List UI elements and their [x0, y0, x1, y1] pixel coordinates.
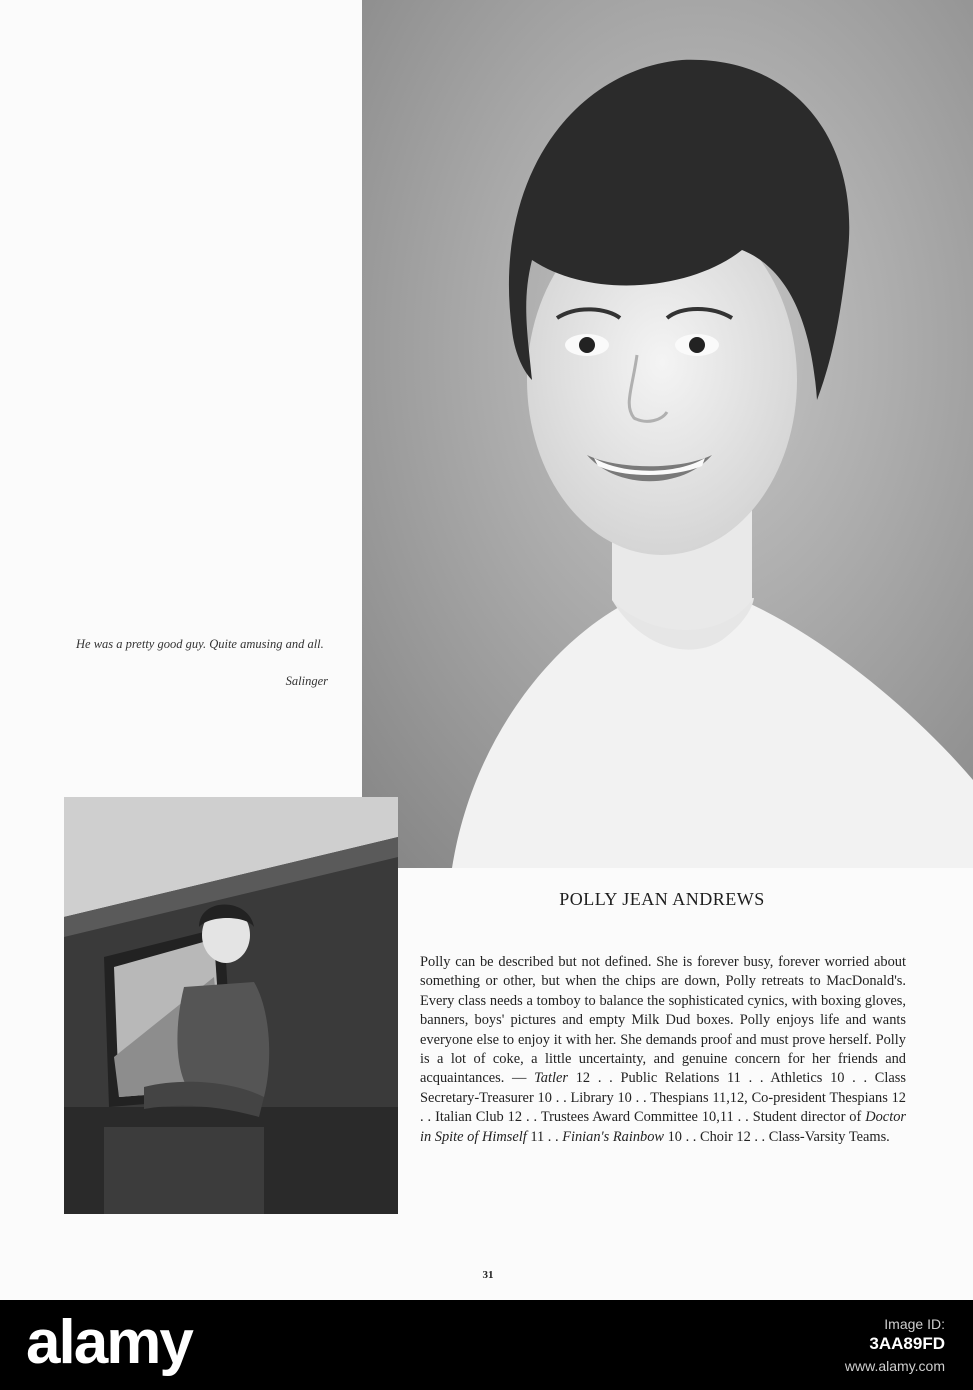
image-id: 3AA89FD [869, 1334, 945, 1353]
page-number: 31 [482, 1269, 494, 1281]
bio-tatler: Tatler [534, 1070, 568, 1087]
senior-portrait-photo [362, 0, 973, 868]
candid-photo [64, 797, 398, 1214]
bio-text-4: 10 . . Choir 12 . . Class-Varsity Teams. [664, 1128, 890, 1145]
bio-play-1: Doctor in Spite of Himself [420, 1109, 906, 1145]
bio-play-2: Finian's Rainbow [562, 1128, 665, 1145]
student-biography [420, 953, 906, 1147]
epigraph-author: Salinger [285, 674, 328, 688]
epigraph-quote: He was a pretty good guy. Quite amusing and all. [76, 637, 324, 651]
student-name: POLLY JEAN ANDREWS [559, 889, 765, 909]
image-id-label: Image ID: [884, 1316, 945, 1332]
alamy-logo: alamy [26, 1308, 192, 1377]
bio-text-3: 11 . . [526, 1128, 563, 1145]
bio-text-1: Polly can be described but not defined. She is forever busy, forever worried about something or other, but when the chips are down, Polly retreats to MacDonald's. Every class needs a tomboy to balance the sophisticated cynics, with boxing gloves, banners, boys' pictures and empty Milk Dud boxes. Polly enjoys life and wants everyone else to enjoy it with her. She demands proof and must prove herself. Polly is a lot of coke, a little uncertainty, and genuine concern for her friends and acquaintances. — [420, 954, 906, 1087]
site-url: www.alamy.com [844, 1358, 945, 1374]
bio-text-2: 12 . . Public Relations 11 . . Athletics 10 . . Class Secretary-Treasurer 10 . . Library 10 . . Thespians 11,12, Co-president Thespians 12 . . Italian Club 12 . . Trustees Award Committee 10,11 . . Student director of [420, 1070, 906, 1126]
